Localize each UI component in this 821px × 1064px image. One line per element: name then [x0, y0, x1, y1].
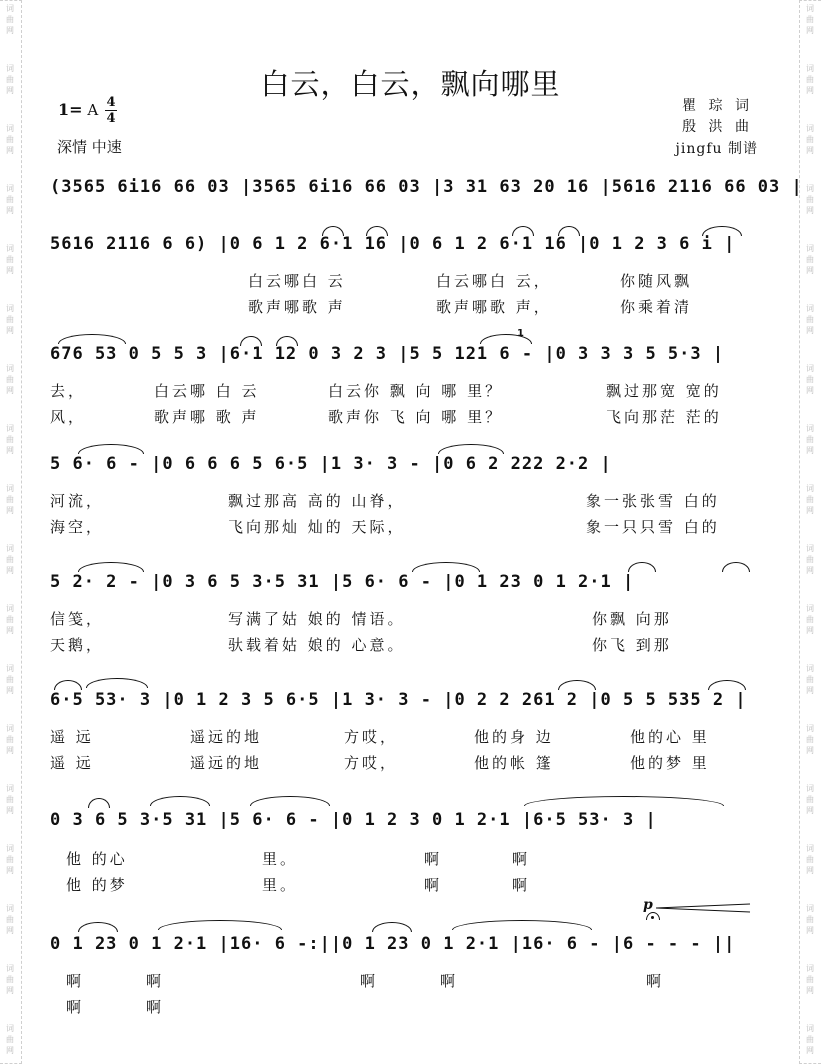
song-title: 白云，白云，飘向哪里 — [260, 67, 561, 101]
slur — [702, 226, 742, 236]
slur — [86, 678, 148, 688]
watermark-glyph-group: 词 曲 网 — [806, 964, 814, 995]
watermark-glyph-group: 词 曲 网 — [806, 544, 814, 575]
slur — [150, 796, 210, 806]
watermark-glyph-group: 词 曲 网 — [806, 904, 814, 935]
score-row-6 — [50, 688, 775, 718]
watermark-glyph-group: 词 曲 网 — [6, 724, 14, 755]
key-signature — [58, 100, 98, 119]
slur — [78, 562, 144, 572]
watermark-glyph-group: 词 曲 网 — [6, 64, 14, 95]
watermark-glyph-group: 词 曲 网 — [6, 784, 14, 815]
lyric-phrase: 啊 — [66, 998, 85, 1016]
slur — [452, 920, 592, 930]
composer-credit: 殷 洪 曲 — [682, 119, 753, 135]
slur — [158, 920, 282, 930]
notation-text: 5 6· 6 - |0 6 6 6 5 6·5 |1 3· 3 - |0 6 2 222 2·2 | — [50, 454, 612, 474]
notation-text: (3565 6i16 66 03 |3565 6i16 66 03 |3 31 63 20 16 |5616 2116 66 03 | — [50, 177, 803, 197]
score-row-7 — [50, 808, 775, 838]
slur — [366, 226, 388, 236]
arranger-credit: jingfu 制谱 — [675, 141, 758, 157]
watermark-glyph-group: 词 曲 网 — [6, 1024, 14, 1055]
slur — [78, 444, 144, 454]
lyric-phrase: 天鹅， — [50, 636, 105, 654]
slur — [240, 336, 262, 346]
slur — [78, 922, 118, 932]
lyricist-credit: 瞿 琮 词 — [682, 98, 753, 114]
watermark-glyph-group: 词 曲 网 — [806, 604, 814, 635]
slur — [276, 336, 298, 346]
watermark-glyph-group: 词 曲 网 — [6, 904, 14, 935]
score-row-8 — [50, 932, 775, 962]
watermark-glyph-group: 词 曲 网 — [6, 184, 14, 215]
watermark-glyph-group: 词 曲 网 — [6, 124, 14, 155]
watermark-glyph-group: 词 曲 网 — [6, 544, 14, 575]
lyric-phrase: 驮载着姑 娘的 心意。 — [228, 636, 406, 654]
lyric-phrase: 方哎， — [344, 728, 399, 746]
slur — [54, 680, 82, 690]
lyric-phrase: 啊 — [646, 972, 665, 990]
notation-text: 5 2· 2 - |0 3 6 5 3·5 31 |5 6· 6 - |0 1 23 0 1 2·1 | — [50, 572, 635, 592]
slur — [250, 796, 330, 806]
lyric-phrase: 啊 — [424, 850, 443, 868]
dynamic-mark: p — [643, 897, 653, 913]
watermark-glyph-group: 词 曲 网 — [806, 64, 814, 95]
lyric-phrase: 象一只只雪 白的 — [586, 518, 720, 536]
notation-text: 6·5 53· 3 |0 1 2 3 5 6·5 |1 3· 3 - |0 2 2 261 2 |0 5 5 535 2 | — [50, 690, 747, 710]
lyric-phrase: 啊 — [512, 850, 531, 868]
notation-text: 0 1 23 0 1 2·1 |16· 6 -:||0 1 23 0 1 2·1 |16· 6 - |6 - - - || — [50, 934, 736, 954]
lyric-phrase: 啊 — [146, 998, 165, 1016]
watermark-glyph-group: 词 曲 网 — [6, 484, 14, 515]
lyric-phrase: 写满了姑 娘的 情语。 — [228, 610, 406, 628]
watermark-glyph-group: 词 曲 网 — [6, 244, 14, 275]
lyric-phrase: 遥 远 — [50, 728, 94, 746]
lyric-phrase: 啊 — [424, 876, 443, 894]
volta-number: 1 — [517, 328, 524, 339]
lyric-phrase: 啊 — [512, 876, 531, 894]
slur — [438, 444, 504, 454]
lyric-phrase: 他的身 边 — [474, 728, 554, 746]
watermark-glyph-group: 词 曲 网 — [806, 484, 814, 515]
slur — [628, 562, 656, 572]
lyric-phrase: 里。 — [262, 850, 299, 868]
lyric-phrase: 里。 — [262, 876, 299, 894]
score-row-5 — [50, 570, 775, 600]
score-row-1 — [50, 175, 803, 205]
lyric-phrase: 他的梦 里 — [630, 754, 710, 772]
watermark-glyph-group: 词 曲 网 — [806, 424, 814, 455]
slur — [322, 226, 344, 236]
notation-text: 5616 2116 6 6) |0 6 1 2 6·1 16 |0 6 1 2 6·1 16 |0 1 2 3 6 i | — [50, 234, 736, 254]
notation-text: 676 53 0 5 5 3 |6·1 12 0 3 2 3 |5 5 121 6 - |0 3 3 3 5 5·3 | — [50, 344, 725, 364]
slur — [88, 798, 110, 808]
lyric-phrase: 方哎， — [344, 754, 399, 772]
lyric-phrase: 歌声哪歌 声 — [248, 298, 346, 316]
right-watermark-strip — [799, 0, 821, 1064]
slur — [722, 562, 750, 572]
lyric-phrase: 他的心 里 — [630, 728, 710, 746]
score-row-4 — [50, 452, 775, 482]
lyric-phrase: 你乘着清 — [620, 298, 693, 316]
slur — [558, 680, 596, 690]
lyric-phrase: 啊 — [66, 972, 85, 990]
slur — [708, 680, 746, 690]
slur — [558, 226, 580, 236]
lyric-phrase: 啊 — [360, 972, 379, 990]
watermark-glyph-group: 词 曲 网 — [806, 364, 814, 395]
tempo-marking: 深情 中速 — [57, 138, 122, 156]
score-row-3 — [50, 328, 775, 372]
lyric-phrase: 遥远的地 — [190, 728, 263, 746]
watermark-glyph-group: 词 曲 网 — [806, 724, 814, 755]
watermark-glyph-group: 词 曲 网 — [6, 4, 14, 35]
meter-bottom: 4 — [106, 111, 116, 126]
watermark-glyph-group: 词 曲 网 — [6, 304, 14, 335]
key-number: 1 — [58, 100, 70, 119]
decrescendo-hairpin — [656, 903, 752, 915]
slur — [512, 226, 534, 236]
lyric-phrase: 信笺， — [50, 610, 105, 628]
watermark-glyph-group: 词 曲 网 — [6, 364, 14, 395]
watermark-glyph-group: 词 曲 网 — [806, 244, 814, 275]
lyric-phrase: 海空， — [50, 518, 105, 536]
lyric-phrase: 歌声哪 歌 声 — [154, 408, 260, 426]
watermark-glyph-group: 词 曲 网 — [806, 664, 814, 695]
lyric-phrase: 白云哪白 云， — [436, 272, 552, 290]
slur — [524, 796, 724, 806]
meter-top: 4 — [106, 95, 116, 110]
lyric-phrase: 啊 — [440, 972, 459, 990]
watermark-glyph-group: 词 曲 网 — [806, 784, 814, 815]
lyric-phrase: 白云哪白 云 — [248, 272, 346, 290]
lyric-phrase: 他 的梦 — [66, 876, 128, 894]
lyric-phrase: 白云你 飘 向 哪 里？ — [328, 382, 504, 400]
slur — [480, 334, 532, 344]
lyric-phrase: 白云哪 白 云 — [154, 382, 260, 400]
watermark-glyph-group: 词 曲 网 — [6, 964, 14, 995]
lyric-phrase: 啊 — [146, 972, 165, 990]
slur — [58, 334, 126, 344]
left-watermark-strip — [0, 0, 22, 1064]
watermark-glyph-group: 词 曲 网 — [806, 124, 814, 155]
lyric-phrase: 你随风飘 — [620, 272, 693, 290]
score-row-2 — [50, 232, 775, 262]
lyric-phrase: 他 的心 — [66, 850, 128, 868]
watermark-glyph-group: 词 曲 网 — [806, 304, 814, 335]
lyric-phrase: 歌声你 飞 向 哪 里？ — [328, 408, 504, 426]
lyric-phrase: 风， — [50, 408, 87, 426]
lyric-phrase: 歌声哪歌 声， — [436, 298, 552, 316]
lyric-phrase: 你飘 向那 — [592, 610, 672, 628]
watermark-glyph-group: 词 曲 网 — [6, 604, 14, 635]
watermark-glyph-group: 词 曲 网 — [806, 184, 814, 215]
lyric-phrase: 遥 远 — [50, 754, 94, 772]
lyric-phrase: 去， — [50, 382, 87, 400]
watermark-glyph-group: 词 曲 网 — [806, 1024, 814, 1055]
time-signature — [105, 95, 117, 126]
lyric-phrase: 象一张张雪 白的 — [586, 492, 720, 510]
lyric-phrase: 你飞 到那 — [592, 636, 672, 654]
key-equals: = — [69, 100, 83, 119]
watermark-glyph-group: 词 曲 网 — [6, 664, 14, 695]
watermark-glyph-group: 词 曲 网 — [806, 844, 814, 875]
lyric-phrase: 河流， — [50, 492, 105, 510]
lyric-phrase: 飞向那灿 灿的 天际， — [228, 518, 406, 536]
watermark-glyph-group: 词 曲 网 — [6, 424, 14, 455]
lyric-phrase: 飘过那高 高的 山脊， — [228, 492, 406, 510]
lyric-phrase: 飞向那茫 茫的 — [606, 408, 722, 426]
lyric-phrase: 飘过那宽 宽的 — [606, 382, 722, 400]
notation-text: 0 3 6 5 3·5 31 |5 6· 6 - |0 1 2 3 0 1 2·1 |6·5 53· 3 | — [50, 810, 657, 830]
slur — [412, 562, 480, 572]
watermark-glyph-group: 词 曲 网 — [806, 4, 814, 35]
key-letter: A — [87, 101, 99, 119]
lyric-phrase: 遥远的地 — [190, 754, 263, 772]
lyric-phrase: 他的帐 篷 — [474, 754, 554, 772]
watermark-glyph-group: 词 曲 网 — [6, 844, 14, 875]
slur — [372, 922, 412, 932]
